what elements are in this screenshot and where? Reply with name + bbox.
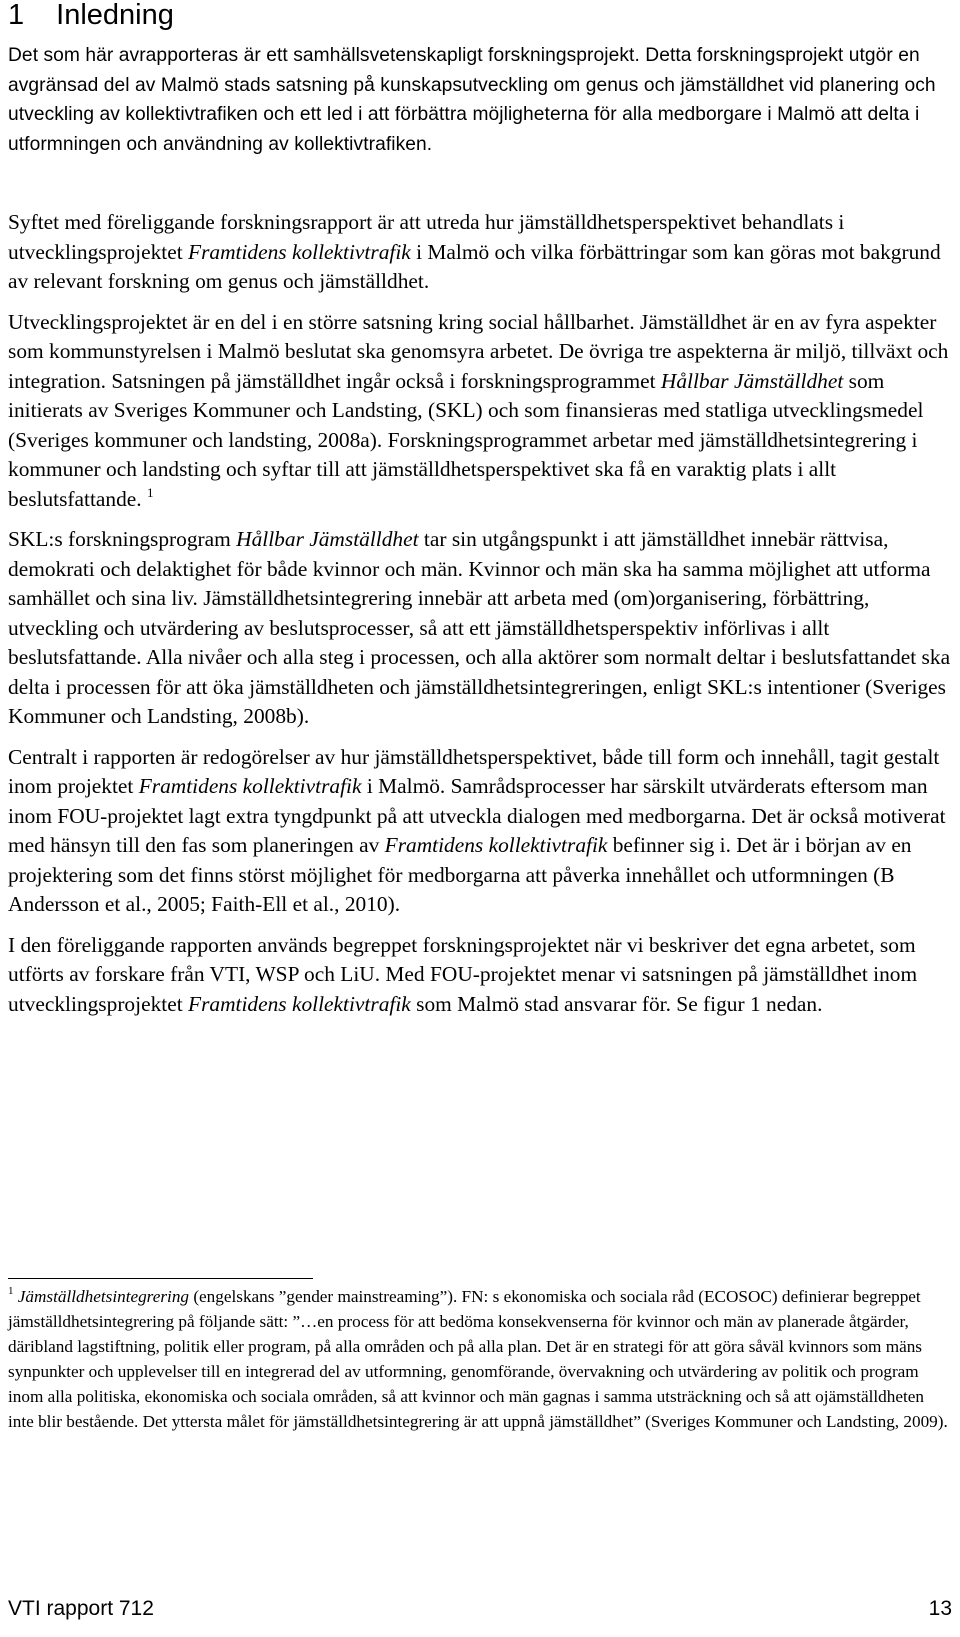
text-run: i Malmö. Samrådsprocesser har särskilt utvärderats eftersom man inom FOU-projektet lagt extra tyngdpunkt på att utveckla dialogen med medborgarna. Det är också motiverat med hänsyn till den fas som planeringen av xyxy=(8,774,946,857)
footnote-number: 1 xyxy=(8,1285,14,1297)
paragraph-central-report xyxy=(8,743,952,920)
footnote-term: Jämställdhetsintegrering xyxy=(17,1287,190,1306)
text-run: i Malmö och vilka förbättringar som kan göras mot bakgrund av relevant forskning om genus och jämställdhet. xyxy=(8,239,941,293)
paragraph-terminology xyxy=(8,931,952,1020)
text-run: Centralt i rapporten är redogörelser av hur jämställdhetsperspektivet, både till form och innehåll, tagit gestalt inom projektet xyxy=(8,744,940,798)
italic-term: Framtidens kollektivtrafik xyxy=(138,774,362,798)
text-run: I den föreliggande rapporten används begreppet forskningsprojektet när vi beskriver det egna arbetet, som utförts av forskare från VTI, WSP och LiU. Med FOU-projektet menar vi satsningen på jämställdhet inom utvecklingsprojektet xyxy=(8,932,918,1016)
text-run: som Malmö stad ansvarar för. Se figur 1 nedan. xyxy=(410,991,823,1016)
footnote-reference[interactable]: 1 xyxy=(147,484,154,500)
section-number: 1 xyxy=(8,0,25,31)
section-heading xyxy=(8,0,174,32)
text-run: befinner sig i. Det är i början av en projektering som det finns störst möjlighet för medborgarna att påverka innehållet och utformningen (B Andersson et al., 2005; Faith-Ell et al., 2010). xyxy=(8,833,912,916)
italic-term: Hållbar Jämställdhet xyxy=(660,368,844,393)
section-title: Inledning xyxy=(56,0,174,31)
text-run: Syftet med föreliggande forskningsrapport är att utreda hur jämställdhetsperspektivet behandlats i utvecklingsprojektet xyxy=(8,210,845,264)
italic-term: Hållbar Jämställdhet xyxy=(236,527,419,551)
text-run: som initierats av Sveriges Kommuner och Landsting, (SKL) och som finansieras med statliga utvecklingsmedel (Sveriges kommuner och landsting, 2008a). Forskningsprogrammet arbetar med jämställdhetsintegrering i kommuner och landsting och syftar till att jämställdhetsperspektivet ska få en varaktig plats i allt beslutsfattande. xyxy=(8,368,924,511)
footnote-separator xyxy=(8,1278,313,1279)
footnote-text: (engelskans ”gender mainstreaming”). FN: s ekonomiska och sociala råd (ECOSOC) definierar begreppet jämställdhetsintegrering på följande sätt: ”…en process för att bedöma konsekvenserna för kvinnor och män av planerade åtgärder, däribland lagstiftning, politik eller program, på alla områden och på alla plan. Det är en strategi för att göra såväl kvinnors som mäns synpunkter och upplevelser till en integrerad del av utformning, genomförande, övervakning och utvärdering av politik och program inom alla politiska, ekonomiska och sociala områden, så att kvinnor och män gagnas i samma utsträckning och så att ojämställdheten inte blir bestående. Det yttersta målet för jämställdhetsintegrering är att uppnå jämställdhet” (Sveriges Kommuner och Landsting, 2009). xyxy=(8,1287,948,1431)
text-run: Utvecklingsprojektet är en del i en större satsning kring social hållbarhet. Jämställdhet är en av fyra aspekter som kommunstyrelsen i Malmö beslutat ska genomsyra arbetet. De övriga tre aspekterna är miljö, tillväxt och integration. Satsningen på jämställdhet ingår också i forskningsprogrammet xyxy=(8,309,949,393)
footer-page-number: 13 xyxy=(928,1597,952,1620)
paragraph-skl-program xyxy=(8,525,952,732)
body-text xyxy=(8,208,952,1030)
italic-term: Framtidens kollektivtrafik xyxy=(188,991,411,1016)
italic-term: Framtidens kollektivtrafik xyxy=(188,239,411,264)
intro-paragraph: Det som här avrapporteras är ett samhällsvetenskapligt forskningsprojekt. Detta forskningsprojekt utgör en avgränsad del av Malmö stads satsning på kunskapsutveckling om genus och jämställdhet vid planering och utveckling av kollektivtrafiken och ett led i att förbättra möjligheterna för alla medborgare i Malmö att delta i utformningen och användning av kollektivtrafiken. xyxy=(8,45,936,155)
paragraph-purpose xyxy=(8,208,952,297)
text-run: tar sin utgångspunkt i att jämställdhet innebär rättvisa, demokrati och delaktighet för både kvinnor och män. Kvinnor och män ska ha samma möjlighet att utforma samhället och sina liv. Jämställdhetsintegrering innebär att arbeta med (om)organisering, förbättring, utveckling och utvärdering av beslutsprocesser, så att ett jämställdhetsperspektiv införlivas i allt beslutsfattande. Alla nivåer och alla steg i processen, och alla aktörer som normalt deltar i beslutsfattandet ska delta i processen för att öka jämställdheten och jämställdhetsintegreringen, enligt SKL:s intentioner (Sveriges Kommuner och Landsting, 2008b). xyxy=(8,527,951,728)
footnote xyxy=(8,1285,952,1434)
footer-report-name: VTI rapport 712 xyxy=(8,1597,154,1620)
text-run: SKL:s forskningsprogram xyxy=(8,527,237,551)
italic-term: Framtidens kollektivtrafik xyxy=(384,833,608,857)
paragraph-social-sustainability xyxy=(8,308,952,515)
